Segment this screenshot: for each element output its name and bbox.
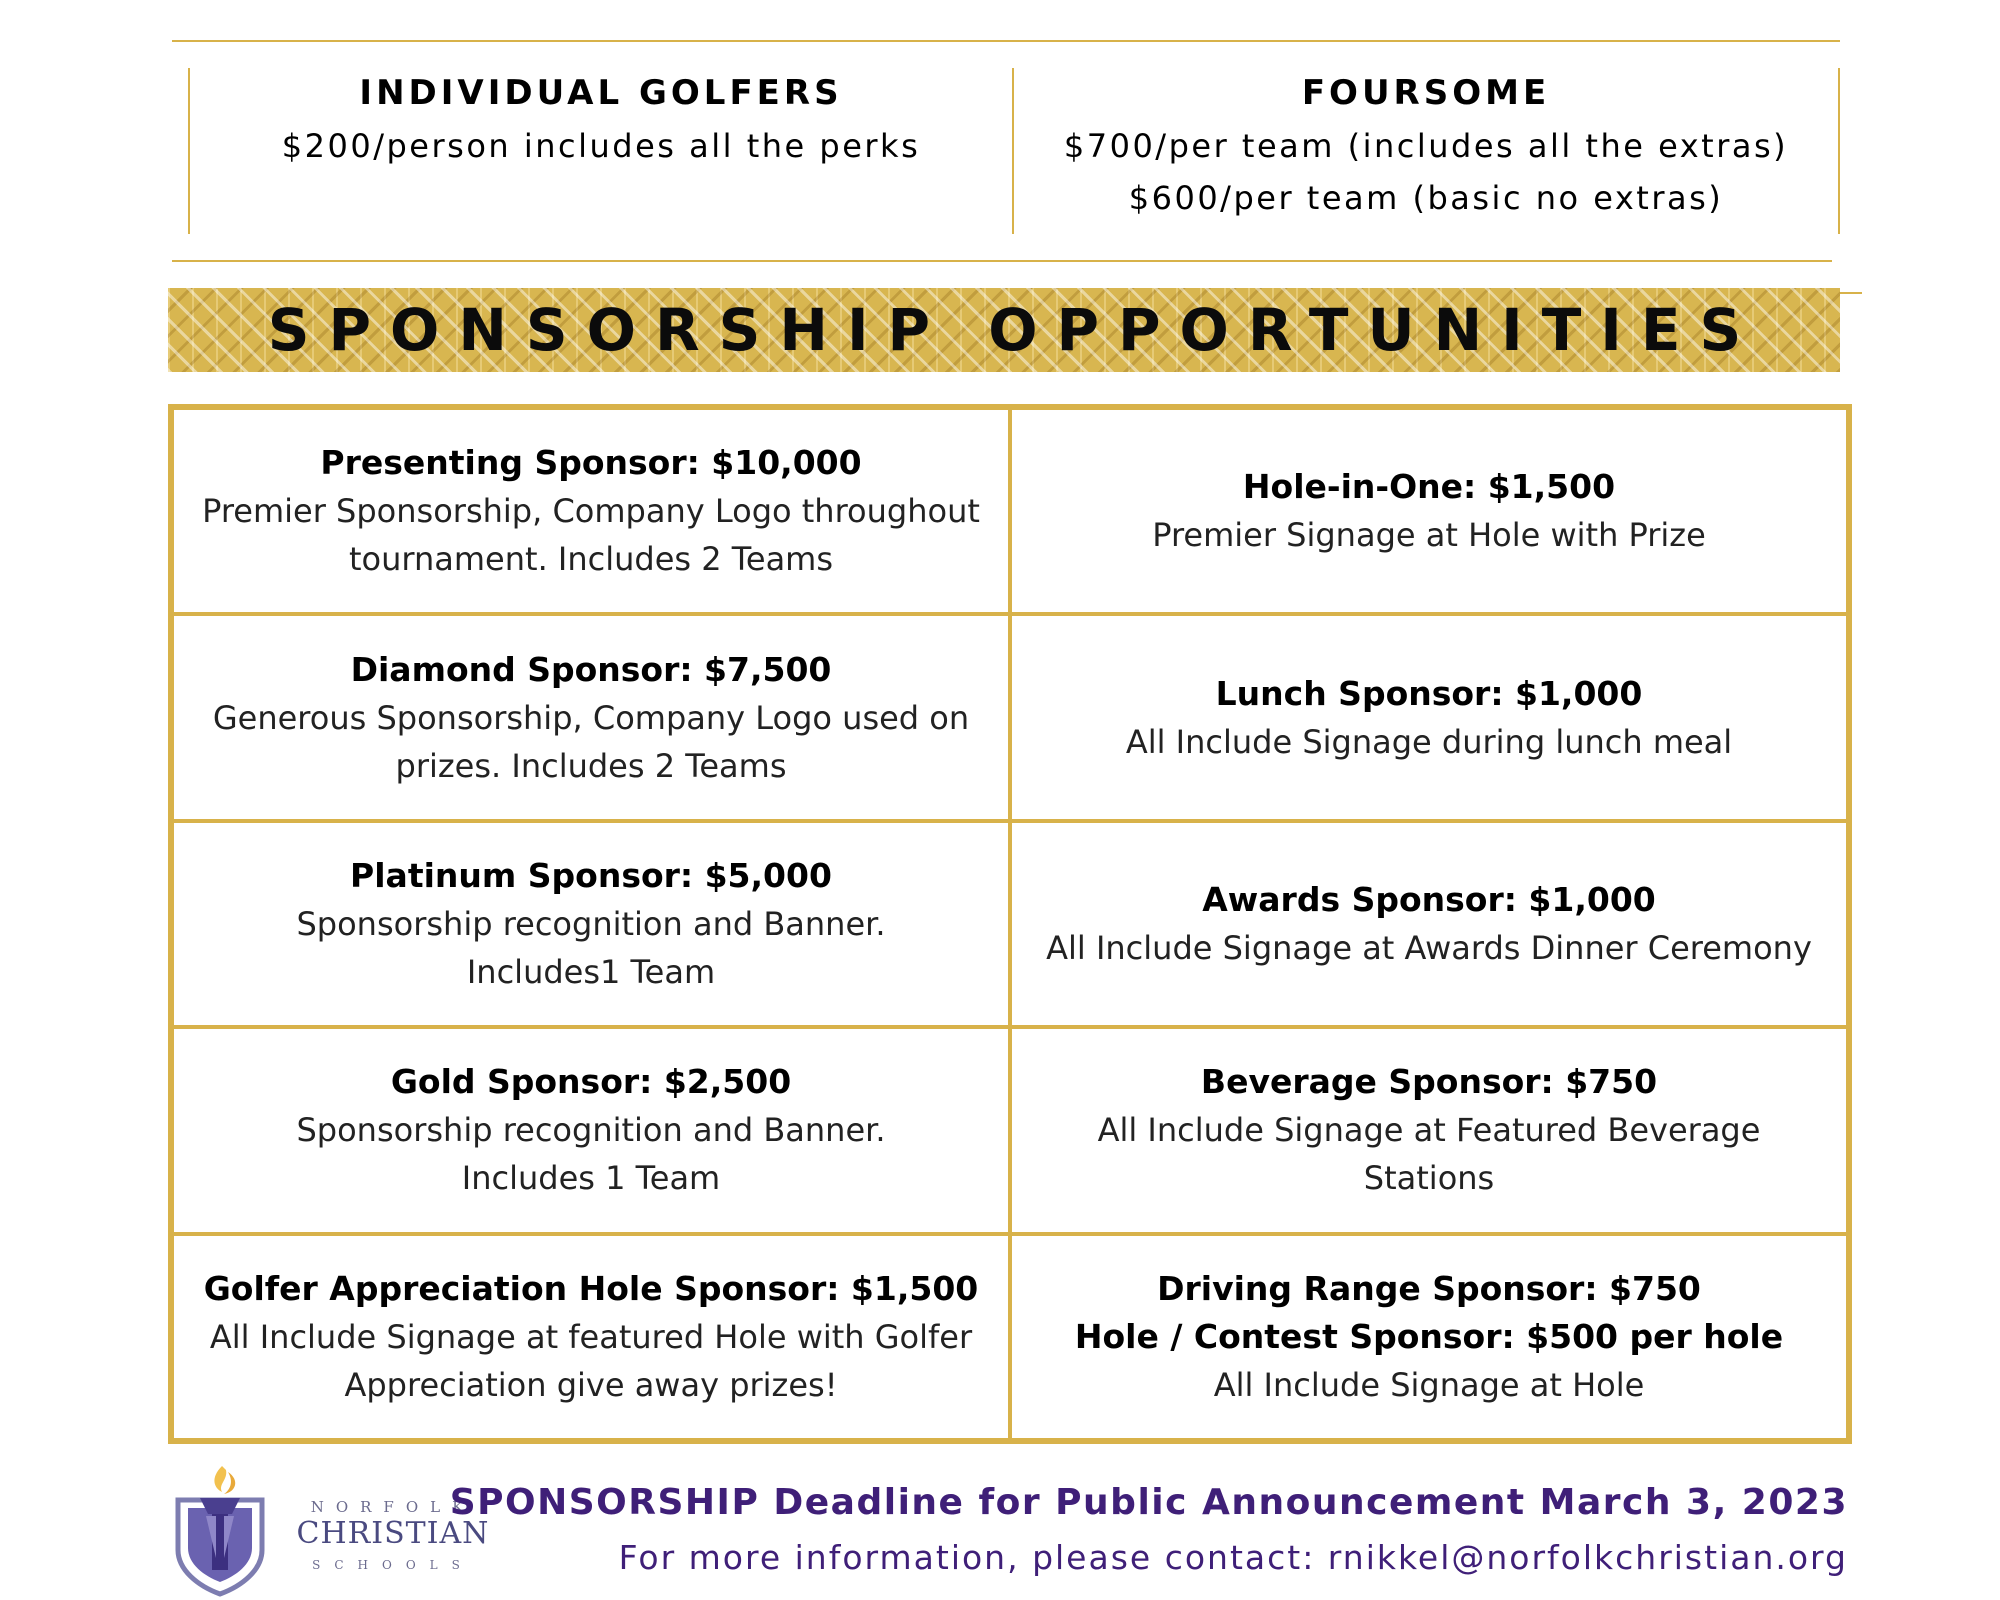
- foursome-title: FOURSOME: [1301, 73, 1551, 113]
- sponsor-title: Lunch Sponsor: $1,000: [1215, 673, 1643, 713]
- banner-title: SPONSORSHIP OPPORTUNITIES: [267, 296, 1761, 364]
- sponsor-title: Golfer Appreciation Hole Sponsor: $1,500: [203, 1268, 979, 1308]
- sponsor-title: Beverage Sponsor: $750: [1200, 1062, 1658, 1102]
- sponsor-desc: Sponsorship recognition and Banner.: [296, 1111, 886, 1150]
- sponsorship-deadline: SPONSORSHIP Deadline for Public Announcement March 3, 2023: [449, 1482, 1848, 1523]
- bottom-rule: [172, 260, 1832, 262]
- sponsor-title: Diamond Sponsor: $7,500: [350, 649, 832, 689]
- sponsor-desc: prizes. Includes 2 Teams: [395, 746, 787, 785]
- logo-bottom-text: SCHOOLS: [312, 1558, 474, 1572]
- sponsor-title: Gold Sponsor: $2,500: [390, 1062, 792, 1102]
- sponsor-desc: Premier Sponsorship, Company Logo throughout: [202, 492, 980, 531]
- sponsor-desc: All Include Signage at Awards Dinner Ceremony: [1046, 928, 1812, 967]
- sponsor-cell-hole-in-one: [1010, 408, 1848, 614]
- individual-title: INDIVIDUAL GOLFERS: [359, 73, 843, 113]
- sponsor-desc: Includes1 Team: [466, 952, 716, 991]
- pricing-foursome: [1014, 66, 1838, 224]
- sponsor-title: Presenting Sponsor: $10,000: [320, 443, 862, 483]
- sponsor-cell-gold: [172, 1027, 1010, 1233]
- sponsor-title-secondary: Hole / Contest Sponsor: $500 per hole: [1074, 1316, 1784, 1356]
- top-rule: [172, 40, 1840, 42]
- sponsor-desc: tournament. Includes 2 Teams: [348, 540, 834, 579]
- sponsor-title: Hole-in-One: $1,500: [1242, 467, 1616, 507]
- sponsor-cell-presenting: [172, 408, 1010, 614]
- sponsor-desc: All Include Signage at featured Hole with Golfer: [209, 1317, 973, 1356]
- pricing-individual: [190, 66, 1012, 172]
- sponsor-title: Awards Sponsor: $1,000: [1202, 879, 1656, 919]
- sponsor-cell-golfer-appreciation: [172, 1234, 1010, 1440]
- sponsor-title: Platinum Sponsor: $5,000: [350, 855, 832, 895]
- sponsor-cell-awards: [1010, 821, 1848, 1027]
- sponsor-cell-diamond: [172, 614, 1010, 820]
- contact-info: For more information, please contact: rnikkel@norfolkchristian.org: [618, 1538, 1848, 1577]
- foursome-price-basic: $600/per team (basic no extras): [1128, 179, 1724, 217]
- sponsor-desc: Premier Signage at Hole with Prize: [1152, 516, 1706, 555]
- sponsor-desc: Sponsorship recognition and Banner.: [296, 904, 886, 943]
- pricing-right-border: [1838, 68, 1840, 234]
- sponsor-cell-platinum: [172, 821, 1010, 1027]
- sponsor-cell-driving-range: [1010, 1234, 1848, 1440]
- shield-torch-icon: [170, 1458, 270, 1598]
- sponsor-desc: Generous Sponsorship, Company Logo used on: [212, 698, 970, 737]
- sponsor-grid: [168, 404, 1852, 1444]
- norfolk-christian-logo: [170, 1458, 510, 1598]
- individual-price: $200/person includes all the perks: [281, 127, 921, 165]
- sponsor-cell-lunch: [1010, 614, 1848, 820]
- sponsor-desc: All Include Signage at Hole: [1213, 1365, 1645, 1404]
- sponsor-cell-beverage: [1010, 1027, 1848, 1233]
- sponsor-desc: All Include Signage during lunch meal: [1125, 722, 1733, 761]
- foursome-price-extras: $700/per team (includes all the extras): [1063, 127, 1789, 165]
- sponsor-desc: All Include Signage at Featured Beverage Stations: [1097, 1111, 1761, 1198]
- sponsor-desc: Appreciation give away prizes!: [344, 1365, 838, 1404]
- sponsor-title: Driving Range Sponsor: $750: [1157, 1268, 1701, 1308]
- logo-top-text: NORFOLK: [310, 1498, 476, 1516]
- logo-main-text: CHRISTIAN: [296, 1516, 490, 1551]
- sponsorship-banner: [168, 288, 1840, 372]
- sponsor-desc: Includes 1 Team: [461, 1159, 721, 1198]
